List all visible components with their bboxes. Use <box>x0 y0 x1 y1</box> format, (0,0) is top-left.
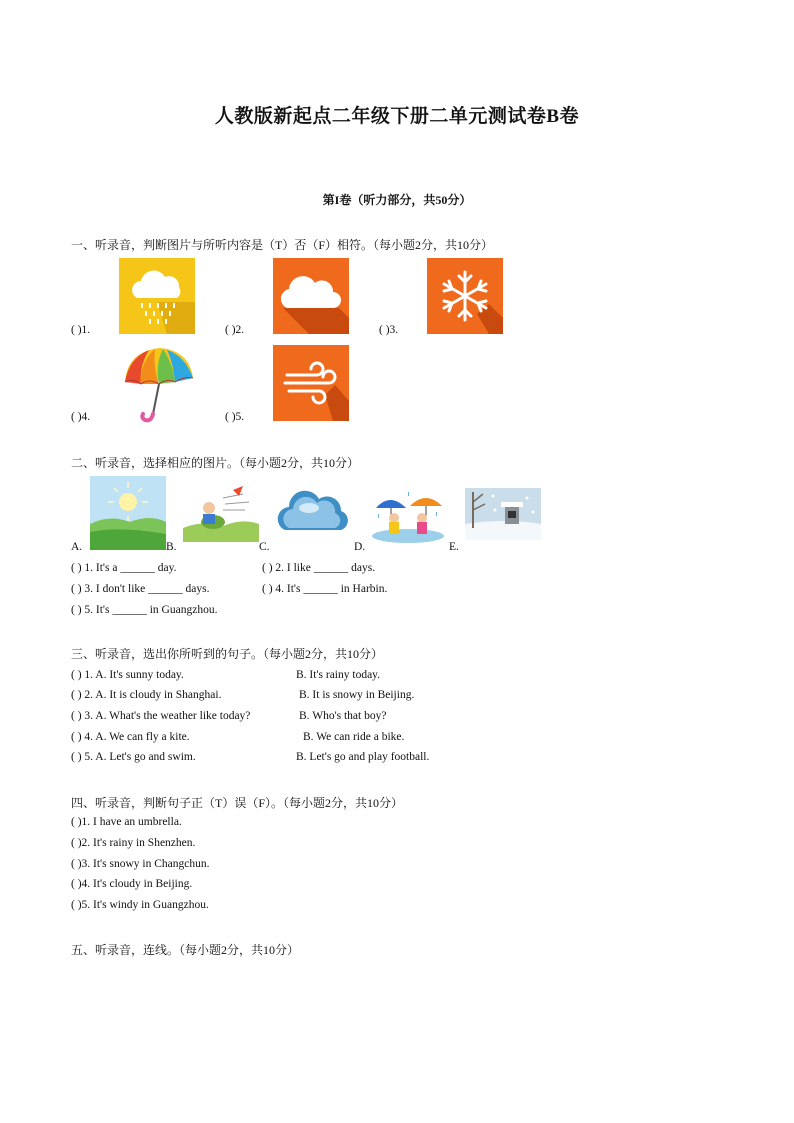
wind-icon <box>273 345 349 421</box>
cloudy-picture <box>275 482 351 544</box>
s3-row-1-a: ( ) 1. A. It's sunny today. <box>71 669 184 681</box>
rain-cloud-icon <box>119 258 195 334</box>
option-c: C. <box>259 541 270 553</box>
s2-line-4: ( ) 4. It's ______ in Harbin. <box>262 583 388 595</box>
s4-line-3: ( )3. It's snowy in Changchun. <box>71 858 210 870</box>
s2-line-5: ( ) 5. It's ______ in Guangzhou. <box>71 604 218 616</box>
s1-label-3: ( )3. <box>379 324 399 336</box>
section-2-heading: 二、听录音，选择相应的图片。（每小题2分，共10分） <box>71 456 360 470</box>
section-5-heading: 五、听录音，连线。（每小题2分，共10分） <box>71 943 300 957</box>
section-subtitle: 第I卷（听力部分，共50分） <box>322 193 472 207</box>
s1-label-1: ( )1. <box>71 324 91 336</box>
s4-line-2: ( )2. It's rainy in Shenzhen. <box>71 837 196 849</box>
s3-row-2-a: ( ) 2. A. It is cloudy in Shanghai. <box>71 689 222 701</box>
section-4-heading: 四、听录音，判断句子正（T）误（F）。（每小题2分，共10分） <box>71 796 404 810</box>
s3-row-3-b: B. Who's that boy? <box>299 710 387 722</box>
umbrella-icon <box>119 344 195 420</box>
sunny-landscape-picture <box>90 476 166 550</box>
option-d: D. <box>354 541 366 553</box>
s3-row-3-a: ( ) 3. A. What's the weather like today? <box>71 710 251 722</box>
s3-row-4-b: B. We can ride a bike. <box>303 731 405 743</box>
s3-row-5-a: ( ) 5. A. Let's go and swim. <box>71 751 196 763</box>
option-b: B. <box>166 541 177 553</box>
s3-row-2-b: B. It is snowy in Beijing. <box>299 689 415 701</box>
snowflake-icon <box>427 258 503 334</box>
section-1-heading: 一、听录音，判断图片与所听内容是（T）否（F）相符。（每小题2分，共10分） <box>71 238 494 252</box>
s4-line-4: ( )4. It's cloudy in Beijing. <box>71 878 193 890</box>
s3-row-4-a: ( ) 4. A. We can fly a kite. <box>71 731 190 743</box>
option-e: E. <box>449 541 459 553</box>
rainy-children-picture <box>370 486 446 544</box>
s3-row-1-b: B. It's rainy today. <box>296 669 381 681</box>
s1-label-4: ( )4. <box>71 411 91 423</box>
s2-line-1: ( ) 1. It's a ______ day. <box>71 562 177 574</box>
cloud-icon <box>273 258 349 334</box>
snowy-picture <box>465 488 541 540</box>
s4-line-1: ( )1. I have an umbrella. <box>71 816 182 828</box>
page-title: 人教版新起点二年级下册二单元测试卷B卷 <box>214 106 580 127</box>
section-3-heading: 三、听录音，选出你所听到的句子。（每小题2分，共10分） <box>71 647 384 661</box>
s2-line-2: ( ) 2. I like ______ days. <box>262 562 376 574</box>
s1-label-5: ( )5. <box>225 411 245 423</box>
s1-label-2: ( )2. <box>225 324 245 336</box>
s4-line-5: ( )5. It's windy in Guangzhou. <box>71 899 209 911</box>
s3-row-5-b: B. Let's go and play football. <box>296 751 430 763</box>
windy-kite-picture <box>183 484 259 542</box>
option-a: A. <box>71 541 83 553</box>
s2-line-3: ( ) 3. I don't like ______ days. <box>71 583 210 595</box>
